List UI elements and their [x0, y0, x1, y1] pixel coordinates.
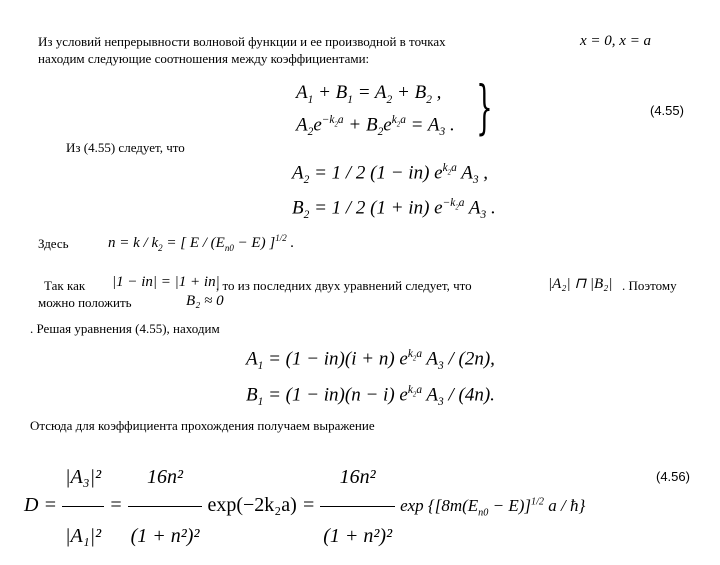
eq-a1: $A_1 = (1 - in)(i + n)$ $e^{k_2a}$ $A_3 / (2n)$, [246, 348, 495, 373]
solving-label: Решая уравнения (4.55), находим [36, 321, 220, 336]
intro-line-1: Из условий непрерывности волновой функции и ее производной в точках [38, 34, 446, 49]
then-text: , то из последних двух уравнений следует, что [216, 278, 472, 293]
frac-16n2-a-num: 16n² [128, 448, 203, 507]
eq-a2: $A_2 = 1 / 2$ (1 − in) $e^{k_2a}$ $A_3$ , [292, 162, 489, 187]
here-text: Здесь [38, 236, 69, 251]
eq-number-455: (4.55) [650, 103, 684, 118]
exp-term-1: exp(−2k₂a) [207, 494, 297, 517]
frac-16n2-b-num: 16n² [320, 448, 395, 507]
eq-b1: $B_1 = (1 - in)(n - i)$ $e^{k_2a}$ $A_3 / (4n)$. [246, 384, 495, 409]
boundary-points: x = 0, x = a [580, 33, 652, 49]
eq-455-line-1: $A_1 + B_1 = A_2 + B_2$ , [296, 82, 442, 106]
frac-16n2-b [320, 448, 395, 565]
frac-amplitudes [62, 448, 104, 565]
therefore-text: . Поэтому [622, 278, 677, 293]
since-text: Так как [44, 278, 86, 293]
eq-b2: $B_2 = 1 / 2$ (1 + in) $e^{-k_2a}$ $A_3$ . [292, 197, 496, 222]
frac-amplitudes-num: |A₃|² [62, 448, 104, 507]
intro-line-2: находим следующие соотношения между коэффициентами: [38, 51, 370, 66]
abs-equality: |1 − in| = |1 + in| [112, 274, 220, 290]
hence-text: Отсюда для коэффициента прохождения получаем выражение [30, 418, 375, 433]
abs-relation: |A₂| ⊓ |B₂| [548, 276, 613, 292]
n-definition: $n = k / k_2$ = [ $E / (E_{n0} - E)$ ]$^{1/2}$ . [108, 233, 295, 253]
solving-text: . Решая уравнения (4.55), находим [30, 321, 220, 336]
can-set-text: можно положить [38, 295, 132, 310]
eq-455-line-2: $A_2e^{-k_2a} + B_2e^{k_2a} = A_3$ . [296, 114, 455, 139]
b2-zero: B₂ ≈ 0 [186, 293, 224, 309]
d-symbol: D [24, 494, 39, 517]
eq-transmission: D = $\frac{\text{|A₃|²}}{\text{|A₁|²}}$ = $\frac{\text{16n²}}{\text{(1 + n²)²}}$ exp(−2k₂a) = $\frac{\text{16n²}}{\text{(1 + n²)²}}$ $\exp \{[8m(E_{n0} - E)]^{1/2}$ a / ħ} [24, 448, 585, 565]
exp-term-2: $\exp \{[8m(E_{n0} - E)]^{1/2}$ a / ħ} [400, 496, 586, 519]
follows-text: Из (4.55) следует, что [66, 140, 185, 155]
frac-16n2-b-den: (1 + n²)² [323, 525, 393, 547]
frac-16n2-a-den: (1 + n²)² [130, 525, 200, 547]
frac-amplitudes-den: |A₁|² [64, 525, 102, 547]
frac-16n2-a [128, 448, 203, 565]
eq-number-456: (4.56) [656, 469, 690, 484]
right-brace: } [476, 73, 493, 141]
